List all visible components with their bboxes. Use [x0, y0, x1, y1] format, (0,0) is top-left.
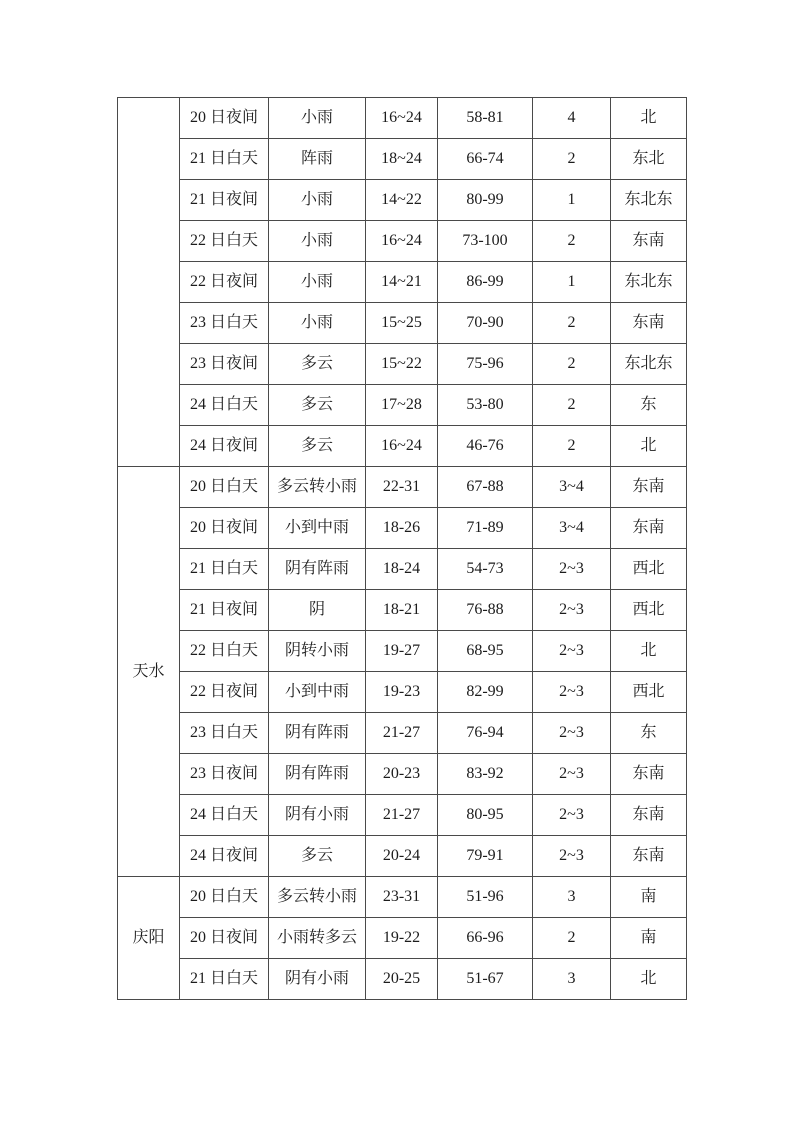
- humidity-cell: 75-96: [438, 344, 533, 385]
- time-cell: 23 日夜间: [180, 754, 269, 795]
- wind-direction-cell: 北: [611, 98, 687, 139]
- time-cell: 21 日白天: [180, 549, 269, 590]
- table-row: [118, 98, 687, 139]
- wind-level-cell: 2~3: [533, 672, 611, 713]
- wind-level-cell: 2: [533, 344, 611, 385]
- weather-cell: 阴有小雨: [269, 959, 366, 1000]
- wind-level-cell: 3: [533, 959, 611, 1000]
- humidity-cell: 54-73: [438, 549, 533, 590]
- wind-direction-cell: 西北: [611, 590, 687, 631]
- wind-direction-cell: 东南: [611, 795, 687, 836]
- humidity-cell: 83-92: [438, 754, 533, 795]
- weather-cell: 阴转小雨: [269, 631, 366, 672]
- wind-direction-cell: 南: [611, 877, 687, 918]
- table-row: [118, 631, 687, 672]
- weather-cell: 小到中雨: [269, 508, 366, 549]
- table-row: [118, 959, 687, 1000]
- weather-cell: 多云转小雨: [269, 877, 366, 918]
- forecast-table-container: [117, 97, 687, 1000]
- wind-direction-cell: 西北: [611, 672, 687, 713]
- humidity-cell: 58-81: [438, 98, 533, 139]
- time-cell: 20 日夜间: [180, 918, 269, 959]
- wind-direction-cell: 北: [611, 959, 687, 1000]
- wind-level-cell: 2~3: [533, 549, 611, 590]
- weather-cell: 阴有阵雨: [269, 549, 366, 590]
- wind-direction-cell: 东北东: [611, 344, 687, 385]
- temp-range-cell: 18-24: [366, 549, 438, 590]
- time-cell: 20 日白天: [180, 877, 269, 918]
- temp-range-cell: 21-27: [366, 713, 438, 754]
- wind-level-cell: 3~4: [533, 508, 611, 549]
- table-row: [118, 139, 687, 180]
- wind-level-cell: 2~3: [533, 836, 611, 877]
- time-cell: 22 日白天: [180, 631, 269, 672]
- weather-cell: 小雨转多云: [269, 918, 366, 959]
- humidity-cell: 51-96: [438, 877, 533, 918]
- wind-level-cell: 2: [533, 303, 611, 344]
- temp-range-cell: 16~24: [366, 98, 438, 139]
- table-row: [118, 672, 687, 713]
- temp-range-cell: 19-27: [366, 631, 438, 672]
- temp-range-cell: 20-23: [366, 754, 438, 795]
- wind-level-cell: 2: [533, 426, 611, 467]
- table-row: [118, 262, 687, 303]
- wind-level-cell: 2: [533, 918, 611, 959]
- weather-cell: 阵雨: [269, 139, 366, 180]
- temp-range-cell: 18-21: [366, 590, 438, 631]
- table-row: [118, 918, 687, 959]
- table-row: [118, 303, 687, 344]
- wind-level-cell: 2~3: [533, 754, 611, 795]
- wind-direction-cell: 东北东: [611, 262, 687, 303]
- time-cell: 20 日夜间: [180, 98, 269, 139]
- time-cell: 24 日白天: [180, 795, 269, 836]
- temp-range-cell: 18-26: [366, 508, 438, 549]
- humidity-cell: 86-99: [438, 262, 533, 303]
- table-row: [118, 754, 687, 795]
- weather-cell: 多云: [269, 385, 366, 426]
- humidity-cell: 71-89: [438, 508, 533, 549]
- wind-direction-cell: 东南: [611, 303, 687, 344]
- wind-direction-cell: 东南: [611, 508, 687, 549]
- temp-range-cell: 22-31: [366, 467, 438, 508]
- humidity-cell: 67-88: [438, 467, 533, 508]
- wind-direction-cell: 东南: [611, 467, 687, 508]
- temp-range-cell: 16~24: [366, 426, 438, 467]
- humidity-cell: 82-99: [438, 672, 533, 713]
- time-cell: 22 日夜间: [180, 262, 269, 303]
- humidity-cell: 46-76: [438, 426, 533, 467]
- wind-level-cell: 2: [533, 385, 611, 426]
- wind-direction-cell: 西北: [611, 549, 687, 590]
- temp-range-cell: 17~28: [366, 385, 438, 426]
- wind-level-cell: 1: [533, 180, 611, 221]
- weather-cell: 小雨: [269, 303, 366, 344]
- time-cell: 24 日白天: [180, 385, 269, 426]
- temp-range-cell: 19-22: [366, 918, 438, 959]
- wind-direction-cell: 东南: [611, 836, 687, 877]
- table-row: [118, 590, 687, 631]
- time-cell: 21 日白天: [180, 959, 269, 1000]
- table-row: [118, 508, 687, 549]
- weather-cell: 多云转小雨: [269, 467, 366, 508]
- city-cell: 庆阳: [118, 877, 180, 1000]
- weather-forecast-table: [117, 97, 687, 1000]
- weather-cell: 小雨: [269, 180, 366, 221]
- weather-cell: 多云: [269, 426, 366, 467]
- temp-range-cell: 20-24: [366, 836, 438, 877]
- temp-range-cell: 16~24: [366, 221, 438, 262]
- wind-level-cell: 2~3: [533, 590, 611, 631]
- time-cell: 23 日白天: [180, 303, 269, 344]
- time-cell: 23 日白天: [180, 713, 269, 754]
- table-row: [118, 180, 687, 221]
- wind-level-cell: 2: [533, 139, 611, 180]
- weather-cell: 阴有阵雨: [269, 713, 366, 754]
- humidity-cell: 51-67: [438, 959, 533, 1000]
- time-cell: 20 日夜间: [180, 508, 269, 549]
- time-cell: 21 日夜间: [180, 590, 269, 631]
- wind-level-cell: 2~3: [533, 631, 611, 672]
- table-row: [118, 467, 687, 508]
- table-row: [118, 426, 687, 467]
- humidity-cell: 66-96: [438, 918, 533, 959]
- wind-level-cell: 3~4: [533, 467, 611, 508]
- table-row: [118, 713, 687, 754]
- wind-direction-cell: 东南: [611, 754, 687, 795]
- weather-cell: 小雨: [269, 221, 366, 262]
- weather-cell: 多云: [269, 836, 366, 877]
- humidity-cell: 70-90: [438, 303, 533, 344]
- time-cell: 24 日夜间: [180, 426, 269, 467]
- humidity-cell: 66-74: [438, 139, 533, 180]
- wind-direction-cell: 北: [611, 631, 687, 672]
- wind-direction-cell: 南: [611, 918, 687, 959]
- temp-range-cell: 20-25: [366, 959, 438, 1000]
- humidity-cell: 73-100: [438, 221, 533, 262]
- time-cell: 21 日白天: [180, 139, 269, 180]
- wind-direction-cell: 东: [611, 713, 687, 754]
- table-row: [118, 344, 687, 385]
- wind-level-cell: 2~3: [533, 713, 611, 754]
- table-row: [118, 836, 687, 877]
- table-row: [118, 877, 687, 918]
- wind-direction-cell: 北: [611, 426, 687, 467]
- humidity-cell: 80-95: [438, 795, 533, 836]
- temp-range-cell: 21-27: [366, 795, 438, 836]
- time-cell: 20 日白天: [180, 467, 269, 508]
- weather-cell: 阴有阵雨: [269, 754, 366, 795]
- city-cell: 天水: [118, 467, 180, 877]
- temp-range-cell: 14~22: [366, 180, 438, 221]
- table-row: [118, 385, 687, 426]
- weather-cell: 小雨: [269, 98, 366, 139]
- wind-direction-cell: 东南: [611, 221, 687, 262]
- temp-range-cell: 15~22: [366, 344, 438, 385]
- temp-range-cell: 19-23: [366, 672, 438, 713]
- wind-level-cell: 3: [533, 877, 611, 918]
- city-cell: [118, 98, 180, 467]
- wind-level-cell: 2~3: [533, 795, 611, 836]
- weather-cell: 小到中雨: [269, 672, 366, 713]
- humidity-cell: 68-95: [438, 631, 533, 672]
- wind-level-cell: 1: [533, 262, 611, 303]
- wind-level-cell: 4: [533, 98, 611, 139]
- table-row: [118, 549, 687, 590]
- weather-cell: 多云: [269, 344, 366, 385]
- time-cell: 23 日夜间: [180, 344, 269, 385]
- time-cell: 22 日白天: [180, 221, 269, 262]
- humidity-cell: 80-99: [438, 180, 533, 221]
- time-cell: 24 日夜间: [180, 836, 269, 877]
- table-row: [118, 795, 687, 836]
- temp-range-cell: 15~25: [366, 303, 438, 344]
- wind-direction-cell: 东北东: [611, 180, 687, 221]
- temp-range-cell: 18~24: [366, 139, 438, 180]
- humidity-cell: 53-80: [438, 385, 533, 426]
- time-cell: 21 日夜间: [180, 180, 269, 221]
- humidity-cell: 79-91: [438, 836, 533, 877]
- humidity-cell: 76-94: [438, 713, 533, 754]
- time-cell: 22 日夜间: [180, 672, 269, 713]
- temp-range-cell: 14~21: [366, 262, 438, 303]
- wind-level-cell: 2: [533, 221, 611, 262]
- humidity-cell: 76-88: [438, 590, 533, 631]
- weather-cell: 阴: [269, 590, 366, 631]
- table-row: [118, 221, 687, 262]
- weather-cell: 阴有小雨: [269, 795, 366, 836]
- weather-cell: 小雨: [269, 262, 366, 303]
- temp-range-cell: 23-31: [366, 877, 438, 918]
- wind-direction-cell: 东: [611, 385, 687, 426]
- wind-direction-cell: 东北: [611, 139, 687, 180]
